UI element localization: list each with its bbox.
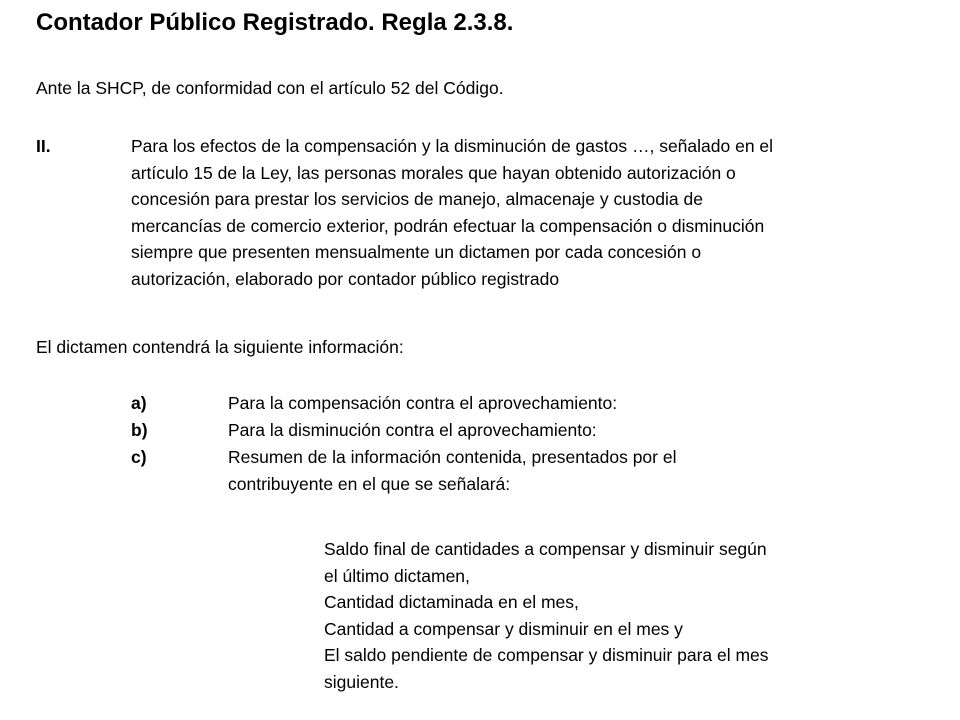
section-line: artículo 15 de la Ley, las personas morales que hayan obtenido autorización o — [131, 162, 736, 183]
item-letter-a: a) — [131, 393, 147, 413]
section-body — [131, 133, 931, 292]
item-text-b — [228, 417, 597, 444]
summary-line: Saldo final de cantidades a compensar y disminuir según — [324, 539, 767, 559]
item-line: contribuyente en el que se señalará: — [228, 473, 511, 494]
section-line: concesión para prestar los servicios de manejo, almacenaje y custodia de — [131, 189, 703, 209]
intro-paragraph: Ante la SHCP, de conformidad con el artículo 52 del Código. — [36, 78, 504, 98]
item-line: Resumen de la información contenida, presentados por el — [228, 447, 677, 467]
section-line: Para los efectos de la compensación y la disminución de gastos …, señalado en el — [131, 136, 774, 156]
summary-line: El saldo pendiente de compensar y disminuir para el mes — [324, 645, 769, 665]
item-line: Para la disminución contra el aprovechamiento: — [228, 420, 597, 440]
summary-line: el último dictamen, — [324, 565, 470, 586]
section-line: mercancías de comercio exterior, podrán efectuar la compensación o disminución — [131, 215, 765, 236]
item-letter-b: b) — [131, 420, 148, 440]
summary-line: Cantidad dictaminada en el mes, — [324, 592, 579, 612]
summary-line: Cantidad a compensar y disminuir en el mes y — [324, 618, 683, 639]
item-text-c — [228, 444, 676, 497]
dictamen-intro: El dictamen contendrá la siguiente información: — [36, 337, 404, 357]
section-line: siempre que presenten mensualmente un dictamen por cada concesión o — [131, 242, 702, 262]
section-line: autorización, elaborado por contador público registrado — [131, 268, 560, 289]
summary-list — [324, 536, 769, 695]
item-line: Para la compensación contra el aprovechamiento: — [228, 393, 618, 413]
item-letter-c: c) — [131, 447, 147, 467]
section-number: II. — [36, 136, 51, 156]
page-title: Contador Público Registrado. Regla 2.3.8. — [36, 9, 514, 36]
item-text-a — [228, 390, 617, 417]
summary-line: siguiente. — [324, 671, 399, 692]
